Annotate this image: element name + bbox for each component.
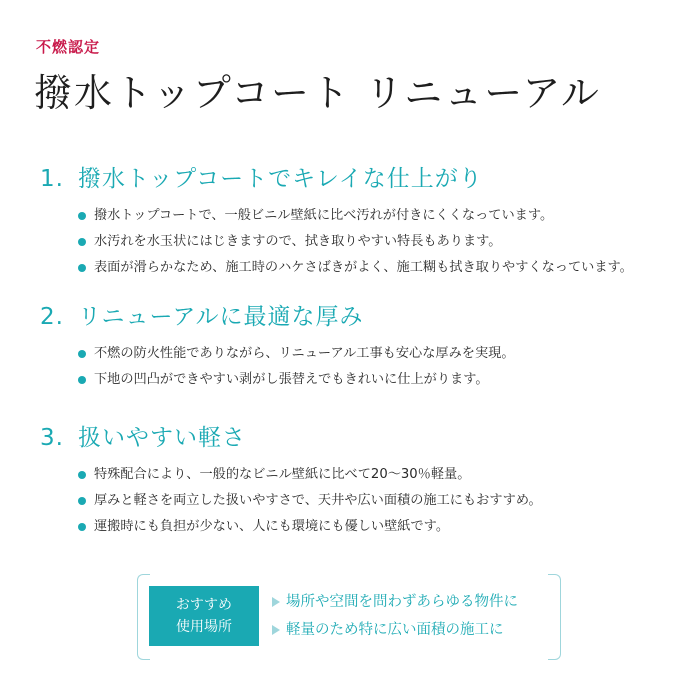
recommended-badge: おすすめ 使用場所 bbox=[149, 586, 259, 646]
bullet-icon bbox=[78, 350, 86, 358]
section-heading bbox=[40, 298, 515, 331]
feature-section-2 bbox=[40, 298, 515, 393]
bullet-icon bbox=[78, 264, 86, 272]
bullet-icon bbox=[78, 471, 86, 479]
bullet-icon bbox=[78, 497, 86, 505]
list-item: 撥水トップコートで、一般ビニル壁紙に比べ汚れが付きにくくなっています。 bbox=[78, 203, 633, 229]
section-heading bbox=[40, 160, 633, 193]
bullet-icon bbox=[78, 238, 86, 246]
bullet-icon bbox=[78, 523, 86, 531]
list-item: 不燃の防火性能でありながら、リニューアル工事も安心な厚みを実現。 bbox=[78, 341, 515, 367]
list-item: 下地の凹凸ができやすい剥がし張替えでもきれいに仕上がります。 bbox=[78, 367, 515, 393]
recommended-use-box bbox=[137, 574, 561, 658]
list-item: 特殊配合により、一般的なビニル壁紙に比べて20～30％軽量。 bbox=[78, 462, 542, 488]
section-title: 扱いやすい軽さ bbox=[78, 425, 246, 451]
list-item: 運搬時にも負担が少ない、人にも環境にも優しい壁紙です。 bbox=[78, 514, 542, 540]
triangle-bullet-icon bbox=[272, 625, 280, 635]
right-bracket bbox=[548, 574, 561, 660]
list-item: 水汚れを水玉状にはじきますので、拭き取りやすい特長もあります。 bbox=[78, 229, 633, 255]
list-item: 厚みと軽さを両立した扱いやすさで、天井や広い面積の施工にもおすすめ。 bbox=[78, 488, 542, 514]
feature-section-1 bbox=[40, 160, 633, 281]
bullet-icon bbox=[78, 376, 86, 384]
list-item: 表面が滑らかなため、施工時のハケさばきがよく、施工糊も拭き取りやすくなっています。 bbox=[78, 255, 633, 281]
feature-list bbox=[40, 341, 515, 393]
certification-tag: 不燃認定 bbox=[36, 38, 101, 56]
section-title: リニューアルに最適な厚み bbox=[78, 304, 364, 330]
section-number: 1. bbox=[40, 166, 64, 192]
bullet-icon bbox=[78, 212, 86, 220]
triangle-bullet-icon bbox=[272, 597, 280, 607]
section-number: 2. bbox=[40, 304, 64, 330]
feature-section-3 bbox=[40, 419, 542, 540]
recommended-list bbox=[272, 588, 518, 644]
list-item: 軽量のため特に広い面積の施工に bbox=[272, 616, 518, 644]
list-item: 場所や空間を問わずあらゆる物件に bbox=[272, 588, 518, 616]
feature-list bbox=[40, 203, 633, 281]
page-title: 撥水トップコート リニューアル bbox=[34, 71, 601, 115]
section-title: 撥水トップコートでキレイな仕上がり bbox=[78, 166, 483, 192]
section-number: 3. bbox=[40, 425, 64, 451]
section-heading bbox=[40, 419, 542, 452]
feature-list bbox=[40, 462, 542, 540]
